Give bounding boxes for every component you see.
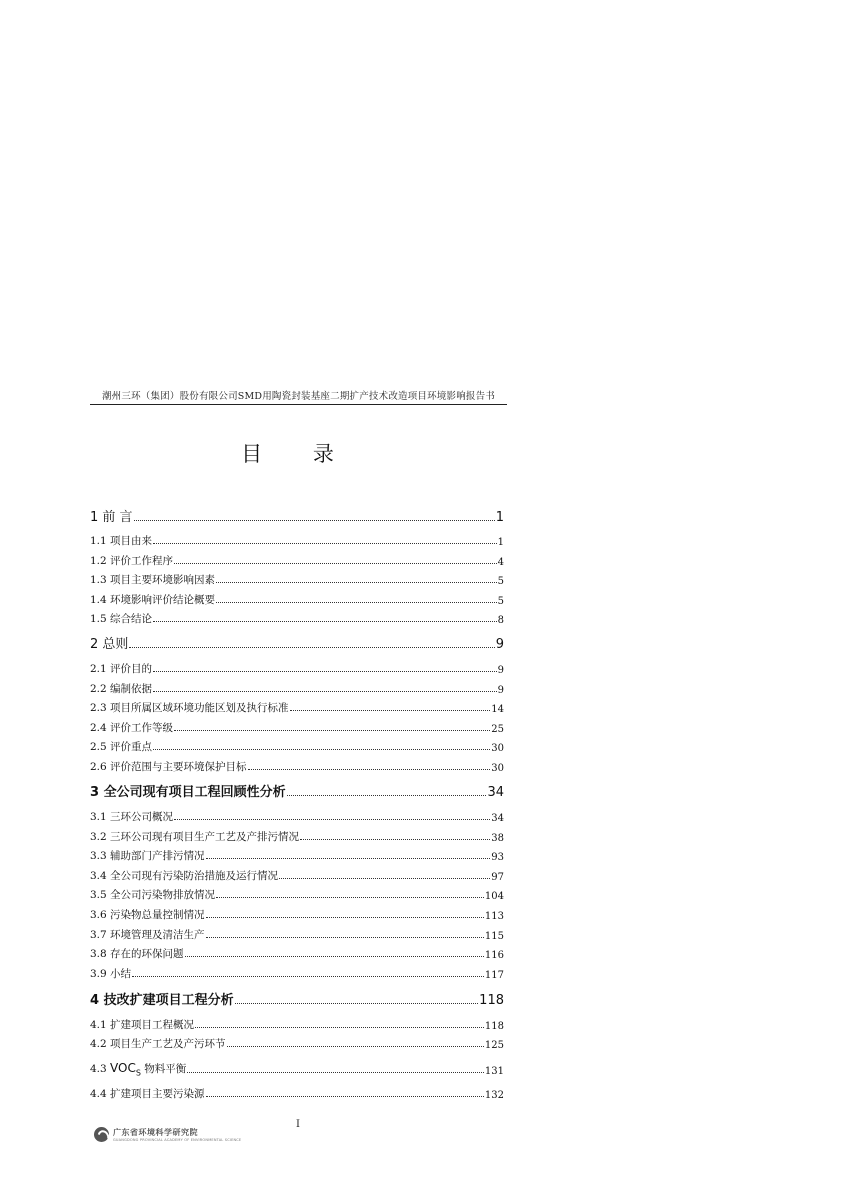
institute-logo-icon <box>94 1127 109 1142</box>
toc-section-3-3[interactable] <box>90 848 504 863</box>
toc-section-3-5[interactable] <box>90 887 504 902</box>
dot-leader <box>129 646 494 648</box>
toc-label: 1.4 环境影响评价结论概要 <box>90 594 216 606</box>
toc-label: 3.7 环境管理及清洁生产 <box>90 929 205 941</box>
toc-label: 2.1 评价目的 <box>90 663 153 675</box>
dot-leader <box>185 955 484 957</box>
dot-leader <box>279 877 490 879</box>
dot-leader <box>206 1095 484 1097</box>
toc-section-1-4[interactable] <box>90 592 504 607</box>
toc-page: 115 <box>484 931 504 942</box>
voc-subscript: S <box>135 1068 141 1078</box>
toc-page: 25 <box>491 724 504 735</box>
dot-leader <box>174 562 497 564</box>
toc-page: 8 <box>497 615 504 626</box>
header-rule <box>90 404 507 405</box>
toc-section-4-4[interactable] <box>90 1086 504 1101</box>
toc-label: 3.5 全公司污染物排放情况 <box>90 889 216 901</box>
toc-chapter-2[interactable] <box>90 633 504 652</box>
dot-leader <box>235 1002 479 1004</box>
toc-section-2-6[interactable] <box>90 759 504 774</box>
dot-leader <box>290 709 491 711</box>
toc-title-rest: 物料平衡 <box>144 1063 187 1075</box>
toc-label: 4.4 扩建项目主要污染源 <box>90 1088 205 1100</box>
toc-label: 1.3 项目主要环境影响因素 <box>90 574 216 586</box>
dot-leader <box>153 748 490 750</box>
toc-page: 97 <box>491 872 504 883</box>
toc-label: 3.3 辅助部门产排污情况 <box>90 850 205 862</box>
toc-page: 30 <box>491 743 504 754</box>
dot-leader <box>227 1045 484 1047</box>
toc-section-2-4[interactable] <box>90 720 504 735</box>
toc-section-2-1[interactable] <box>90 661 504 676</box>
toc-page: 131 <box>484 1066 504 1078</box>
page-number: I <box>296 1119 300 1130</box>
toc-page: 14 <box>491 704 504 715</box>
dot-leader <box>174 729 490 731</box>
page-title: 目 录 <box>241 442 356 466</box>
toc-chapter-3[interactable] <box>90 781 504 800</box>
dot-leader <box>248 768 491 770</box>
dot-leader <box>206 936 484 938</box>
dot-leader <box>174 818 490 820</box>
toc-page: 118 <box>479 993 504 1008</box>
toc-page: 113 <box>484 911 504 922</box>
toc-label: 2 总则 <box>90 637 129 652</box>
toc-page: 38 <box>491 833 504 844</box>
toc-section-3-2[interactable] <box>90 829 504 844</box>
dot-leader <box>132 975 484 977</box>
dot-leader <box>300 838 490 840</box>
toc-page: 104 <box>484 891 504 902</box>
toc-label: 1.5 综合结论 <box>90 613 153 625</box>
dot-leader <box>206 857 491 859</box>
toc-page: 9 <box>497 685 504 696</box>
toc-label: 4.2 项目生产工艺及产污环节 <box>90 1038 226 1050</box>
toc-page: 117 <box>484 970 504 981</box>
toc-section-4-2[interactable] <box>90 1036 504 1051</box>
org-name-cn: 广东省环境科学研究院 <box>113 1128 198 1137</box>
toc-page: 93 <box>491 852 504 863</box>
toc-label: 2.2 编制依据 <box>90 683 153 695</box>
org-name-en: GUANGDONG PROVINCIAL ACADEMY OF ENVIRONMENTAL SCIENCE <box>113 1138 242 1142</box>
toc-section-3-9[interactable] <box>90 966 504 981</box>
voc-term <box>110 1061 141 1078</box>
toc-label: 3 全公司现有项目工程回顾性分析 <box>90 785 286 800</box>
toc-page: 125 <box>484 1040 504 1051</box>
toc-section-1-5[interactable] <box>90 611 504 626</box>
toc-page: 5 <box>497 596 504 607</box>
toc-section-2-2[interactable] <box>90 681 504 696</box>
toc-chapter-4[interactable] <box>90 989 504 1008</box>
toc-label: 3.9 小结 <box>90 968 132 980</box>
dot-leader <box>153 670 497 672</box>
toc-page: 4 <box>497 557 504 568</box>
toc-page: 1 <box>497 537 504 548</box>
toc-page: 116 <box>484 950 504 961</box>
toc-section-3-4[interactable] <box>90 868 504 883</box>
toc-section-1-2[interactable] <box>90 553 504 568</box>
toc-chapter-1[interactable] <box>90 506 504 525</box>
toc-label: 4.1 扩建项目工程概况 <box>90 1019 195 1031</box>
running-header: 潮州三环（集团）股份有限公司SMD用陶瓷封装基座二期扩产技术改造项目环境影响报告书 <box>101 391 496 402</box>
toc-page: 9 <box>497 665 504 676</box>
toc-number: 4.3 <box>90 1063 107 1075</box>
toc-label: 1.2 评价工作程序 <box>90 555 174 567</box>
toc-label: 3.6 污染物总量控制情况 <box>90 909 205 921</box>
toc-page: 9 <box>495 637 504 652</box>
toc-page: 34 <box>491 813 504 824</box>
toc-page: 30 <box>491 763 504 774</box>
dot-leader <box>134 519 495 521</box>
toc-label: 2.5 评价重点 <box>90 741 153 753</box>
toc-section-1-3[interactable] <box>90 572 504 587</box>
toc-section-3-8[interactable] <box>90 946 504 961</box>
dot-leader <box>153 690 497 692</box>
toc-label: 3.8 存在的环保问题 <box>90 948 184 960</box>
dot-leader <box>216 896 484 898</box>
dot-leader <box>287 794 487 796</box>
footer-logo <box>94 1127 241 1142</box>
toc-page: 132 <box>484 1090 504 1101</box>
dot-leader <box>216 601 497 603</box>
toc-section-2-3[interactable] <box>90 700 504 715</box>
toc-label <box>90 1061 186 1077</box>
toc-section-2-5[interactable] <box>90 739 504 754</box>
toc-section-3-7[interactable] <box>90 927 504 942</box>
toc-label: 2.4 评价工作等级 <box>90 722 174 734</box>
toc-section-3-6[interactable] <box>90 907 504 922</box>
toc-page: 5 <box>497 576 504 587</box>
toc-label: 3.4 全公司现有污染防治措施及运行情况 <box>90 870 279 882</box>
toc-label: 2.6 评价范围与主要环境保护目标 <box>90 761 247 773</box>
toc-page: 1 <box>495 510 504 525</box>
voc-text: VOC <box>110 1061 136 1075</box>
dot-leader <box>206 916 484 918</box>
toc-label: 4 技改扩建项目工程分析 <box>90 993 234 1008</box>
toc-section-4-3[interactable] <box>90 1061 504 1077</box>
dot-leader <box>153 620 497 622</box>
toc-label: 1 前 言 <box>90 510 133 525</box>
toc-page: 34 <box>487 785 504 800</box>
dot-leader <box>187 1071 484 1073</box>
toc-section-1-1[interactable] <box>90 533 504 548</box>
dot-leader <box>216 581 497 583</box>
toc-label: 2.3 项目所属区域环境功能区划及执行标准 <box>90 702 289 714</box>
toc-page: 118 <box>484 1021 504 1032</box>
dot-leader <box>153 542 497 544</box>
toc-section-4-1[interactable] <box>90 1017 504 1032</box>
toc-label: 3.1 三环公司概况 <box>90 811 174 823</box>
toc-label: 1.1 项目由来 <box>90 535 153 547</box>
toc-section-3-1[interactable] <box>90 809 504 824</box>
toc-label: 3.2 三环公司现有项目生产工艺及产排污情况 <box>90 831 300 843</box>
footer-logo-text <box>113 1127 241 1142</box>
dot-leader <box>195 1026 484 1028</box>
